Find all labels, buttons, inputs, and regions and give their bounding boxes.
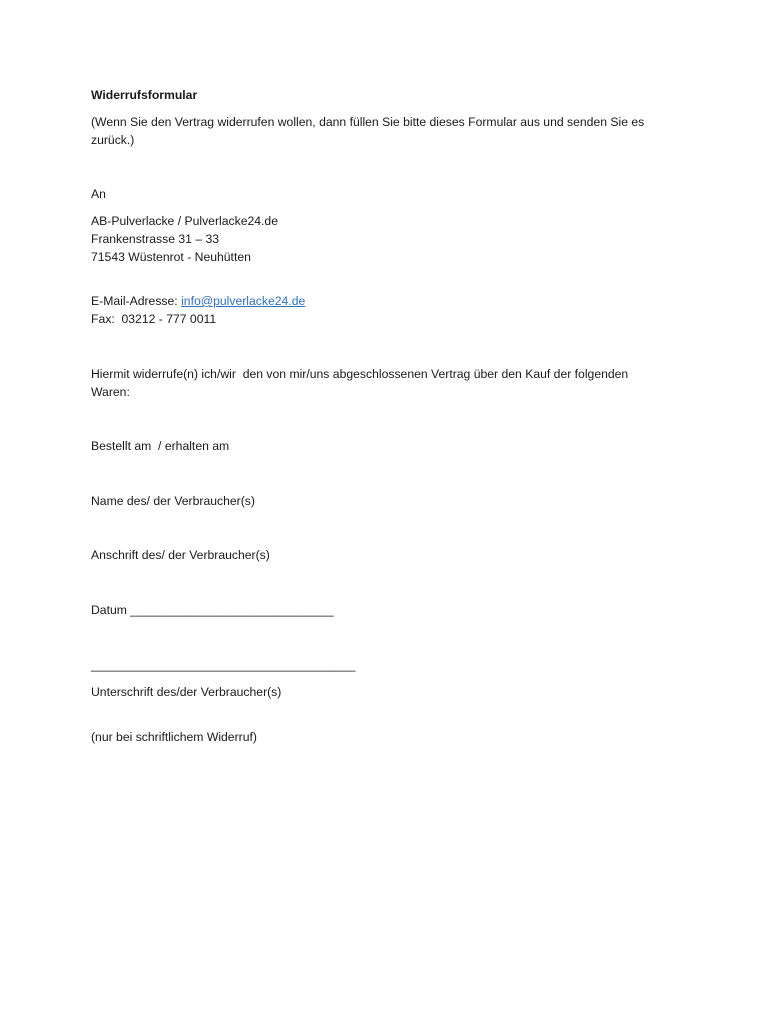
signature-label: Unterschrift des/der Verbraucher(s) <box>91 685 282 699</box>
revocation-text-line-1: Hiermit widerrufe(n) ich/wir den von mir/uns abgeschlossenen Vertrag über den Kauf der folgenden <box>91 367 629 381</box>
fax-number: Fax: 03212 - 777 0011 <box>91 312 217 326</box>
signature-line: _______________________________________ <box>91 658 356 672</box>
revocation-text-line-2: Waren: <box>91 385 130 399</box>
recipient-city: 71543 Wüstenrot - Neuhütten <box>91 250 251 264</box>
written-revocation-note: (nur bei schriftlichem Widerruf) <box>91 730 257 744</box>
recipient-company: AB-Pulverlacke / Pulverlacke24.de <box>91 214 278 228</box>
consumer-name-field: Name des/ der Verbraucher(s) <box>91 494 255 508</box>
intro-text-line-1: (Wenn Sie den Vertrag widerrufen wollen, dann füllen Sie bitte dieses Formular aus und senden Sie es <box>91 115 645 129</box>
date-field: Datum ______________________________ <box>91 603 334 617</box>
email-row <box>91 292 305 310</box>
recipient-street: Frankenstrasse 31 – 33 <box>91 232 220 246</box>
form-title: Widerrufsformular <box>91 88 198 102</box>
email-link[interactable]: info@pulverlacke24.de <box>181 294 306 308</box>
ordered-received-field: Bestellt am / erhalten am <box>91 439 230 453</box>
consumer-address-field: Anschrift des/ der Verbraucher(s) <box>91 548 270 562</box>
intro-text-line-2: zurück.) <box>91 133 135 147</box>
recipient-label: An <box>91 187 106 201</box>
email-label: E-Mail-Adresse: <box>91 294 182 308</box>
